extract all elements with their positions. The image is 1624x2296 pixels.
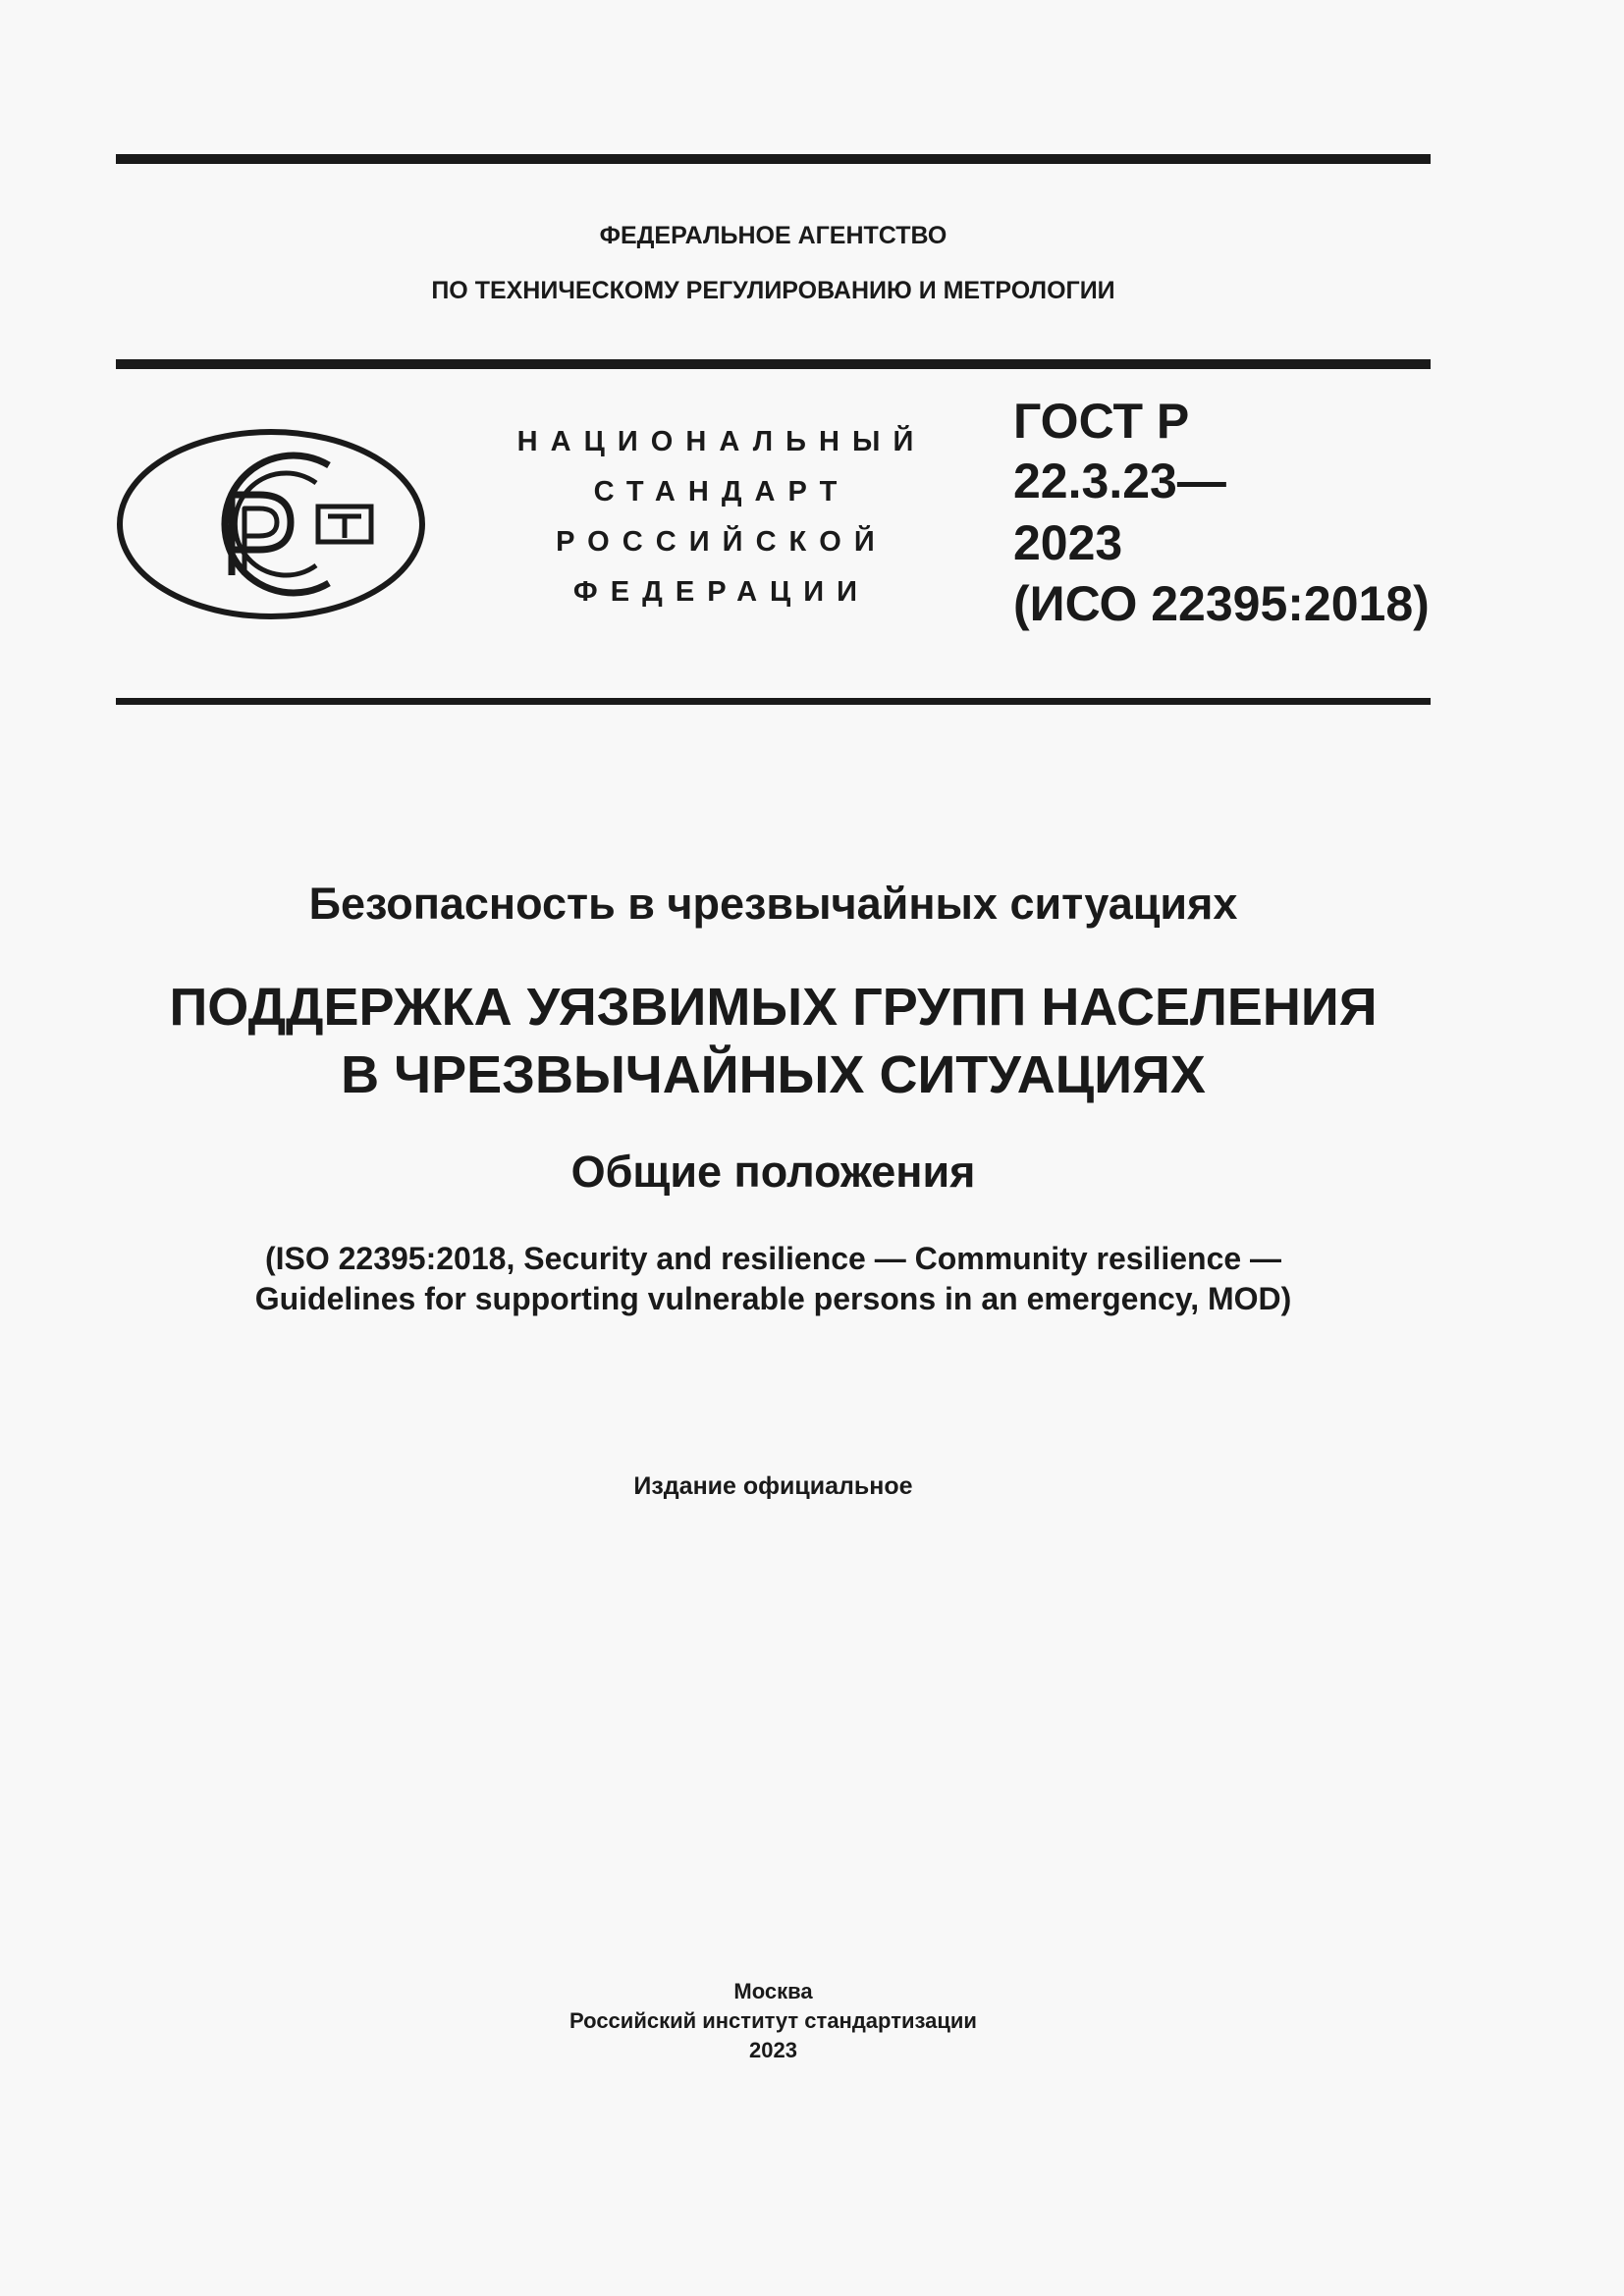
main-title-line2: В ЧРЕЗВЫЧАЙНЫХ СИТУАЦИЯХ — [341, 1045, 1206, 1104]
national-standard-line1: НАЦИОНАЛЬНЫЙ — [516, 426, 927, 457]
main-title-line1: ПОДДЕРЖКА УЯЗВИМЫХ ГРУПП НАСЕЛЕНИЯ — [169, 978, 1378, 1037]
gost-designation-line3: 2023 — [1013, 515, 1123, 570]
edition-label: Издание официальное — [633, 1472, 913, 1500]
gost-designation-line2: 22.3.23— — [1013, 454, 1226, 508]
national-standard-line4: ФЕДЕРАЦИИ — [572, 576, 871, 608]
subject-title: Безопасность в чрезвычайных ситуациях — [308, 879, 1238, 929]
gost-designation-line1: ГОСТ Р — [1013, 394, 1190, 449]
agency-name-line1: ФЕДЕРАЛЬНОЕ АГЕНТСТВО — [599, 222, 947, 249]
imprint-year: 2023 — [749, 2038, 797, 2062]
section-title: Общие положения — [570, 1147, 976, 1197]
agency-name-line2: ПО ТЕХНИЧЕСКОМУ РЕГУЛИРОВАНИЮ И МЕТРОЛОГИИ — [431, 277, 1115, 304]
iso-reference-line2: Guidelines for supporting vulnerable persons in an emergency, MOD) — [254, 1281, 1292, 1316]
header-rule — [116, 359, 1431, 369]
rst-logo-icon — [116, 428, 426, 620]
iso-reference-line1: (ISO 22395:2018, Security and resilience — Community resilience — — [264, 1241, 1282, 1276]
section-rule — [116, 698, 1431, 705]
national-standard-line2: СТАНДАРТ — [593, 476, 850, 507]
imprint-city: Москва — [733, 1979, 813, 2003]
imprint-institute: Российский институт стандартизации — [569, 2008, 977, 2033]
top-rule — [116, 154, 1431, 164]
gost-designation-line4: (ИСО 22395:2018) — [1013, 576, 1430, 631]
national-standard-line3: РОССИЙСКОЙ — [556, 526, 888, 558]
